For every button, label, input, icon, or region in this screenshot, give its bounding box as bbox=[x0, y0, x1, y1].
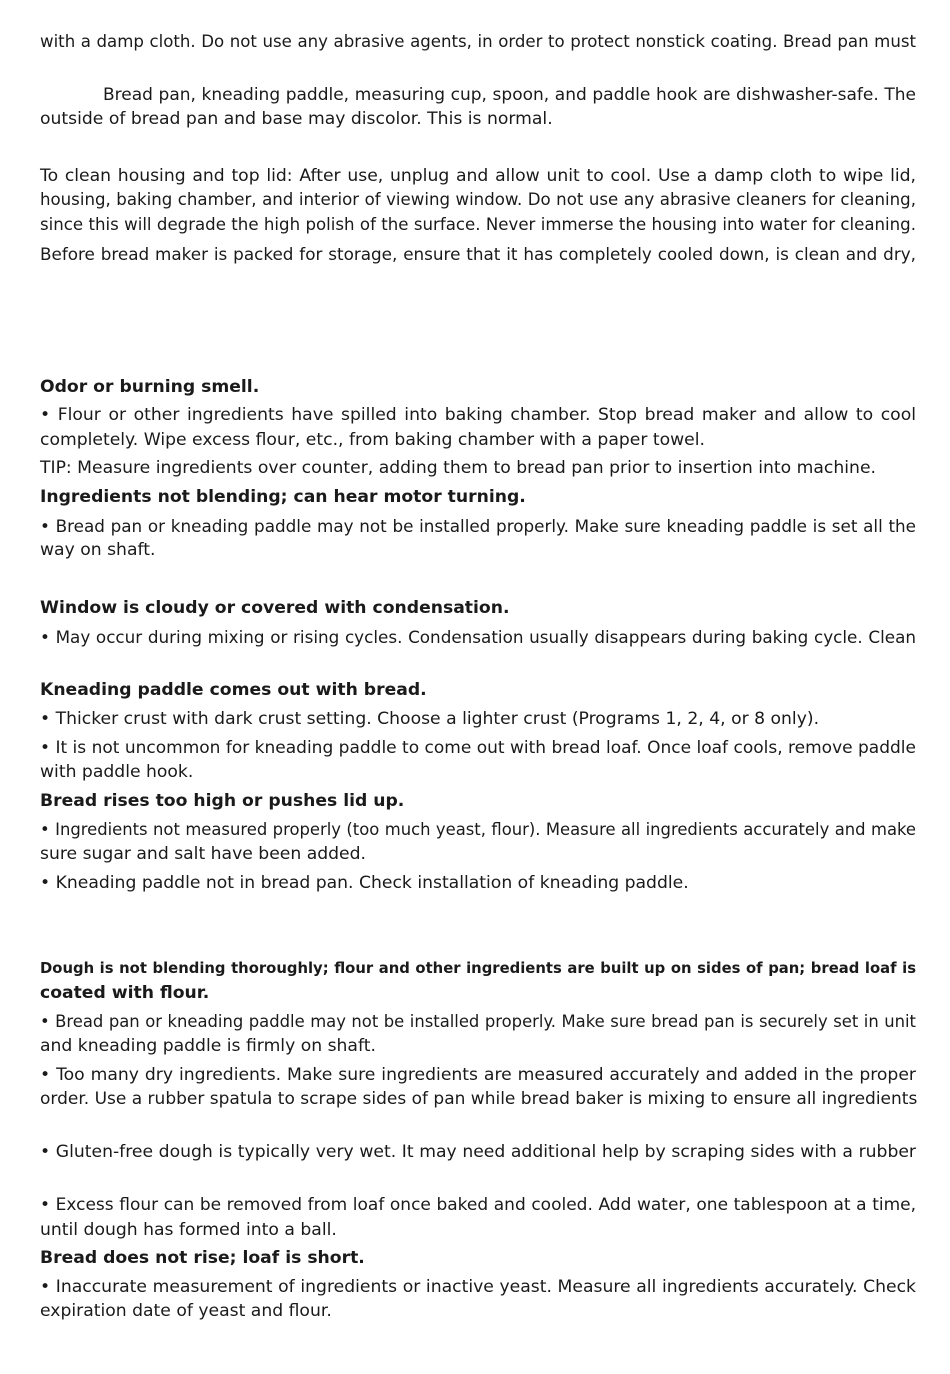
housing-cleaning-text-line: housing, baking chamber, and interior of viewing window. Do not use any abrasive cleaners for cleaning, bbox=[40, 190, 916, 209]
odor-heading: Odor or burning smell. bbox=[40, 377, 260, 397]
care-text-line: with a damp cloth. Do not use any abrasive agents, in order to protect nonstick coating. Bread pan must bbox=[40, 32, 916, 51]
dough-bullet-line: • Gluten-free dough is typically very wet. It may need additional help by scraping sides with a rubber bbox=[40, 1142, 916, 1162]
paddle-bullet-line: with paddle hook. bbox=[40, 762, 194, 782]
housing-cleaning-text-line: since this will degrade the high polish of the surface. Never immerse the housing into water for cleaning. bbox=[40, 215, 916, 234]
window-heading: Window is cloudy or covered with condensation. bbox=[40, 598, 510, 618]
short-loaf-bullet-line: expiration date of yeast and flour. bbox=[40, 1301, 332, 1321]
rise-bullet-line: • Kneading paddle not in bread pan. Check installation of kneading paddle. bbox=[40, 873, 689, 893]
odor-bullet-line: completely. Wipe excess flour, etc., from baking chamber with a paper towel. bbox=[40, 430, 705, 450]
rise-bullet-line: sure sugar and salt have been added. bbox=[40, 844, 367, 864]
motor-bullet-line: • Bread pan or kneading paddle may not be installed properly. Make sure kneading paddle is set all the bbox=[40, 516, 916, 536]
dishwasher-safe-text-line: outside of bread pan and base may discolor. This is normal. bbox=[40, 109, 553, 129]
rise-heading: Bread rises too high or pushes lid up. bbox=[40, 791, 405, 811]
dishwasher-safe-text-line: Bread pan, kneading paddle, measuring cup, spoon, and paddle hook are dishwasher-safe. The bbox=[103, 85, 916, 105]
dough-bullet-line: until dough has formed into a ball. bbox=[40, 1220, 337, 1240]
window-bullet-line: • May occur during mixing or rising cycles. Condensation usually disappears during baking cycle. Clean bbox=[40, 627, 916, 647]
odor-tip: TIP: Measure ingredients over counter, adding them to bread pan prior to insertion into machine. bbox=[40, 458, 876, 478]
short-loaf-heading: Bread does not rise; loaf is short. bbox=[40, 1248, 365, 1268]
rise-bullet-line: • Ingredients not measured properly (too much yeast, flour). Measure all ingredients accurately and make bbox=[40, 820, 916, 839]
dough-bullet-line: • Bread pan or kneading paddle may not be installed properly. Make sure bread pan is securely set in unit bbox=[40, 1012, 916, 1031]
motor-heading: Ingredients not blending; can hear motor turning. bbox=[40, 487, 526, 507]
odor-bullet-line: • Flour or other ingredients have spilled into baking chamber. Stop bread maker and allow to cool bbox=[40, 405, 916, 425]
paddle-bullet-line: • Thicker crust with dark crust setting. Choose a lighter crust (Programs 1, 2, 4, or 8 only). bbox=[40, 709, 820, 729]
dough-heading-line: Dough is not blending thoroughly; flour and other ingredients are built up on sides of pan; bread loaf is bbox=[40, 960, 916, 977]
dough-bullet-line: and kneading paddle is firmly on shaft. bbox=[40, 1036, 376, 1056]
dough-heading-line: coated with flour. bbox=[40, 983, 210, 1003]
dough-bullet-line: order. Use a rubber spatula to scrape sides of pan while bread baker is mixing to ensure all ingredients bbox=[40, 1089, 918, 1109]
motor-bullet-line: way on shaft. bbox=[40, 540, 156, 560]
storage-text-line: Before bread maker is packed for storage, ensure that it has completely cooled down, is clean and dry, bbox=[40, 244, 916, 264]
housing-cleaning-text-line: To clean housing and top lid: After use, unplug and allow unit to cool. Use a damp cloth to wipe lid, bbox=[40, 166, 916, 186]
dough-bullet-line: • Too many dry ingredients. Make sure ingredients are measured accurately and added in the proper bbox=[40, 1065, 916, 1085]
paddle-heading: Kneading paddle comes out with bread. bbox=[40, 680, 427, 700]
dough-bullet-line: • Excess flour can be removed from loaf once baked and cooled. Add water, one tablespoon at a time, bbox=[40, 1195, 916, 1215]
paddle-bullet-line: • It is not uncommon for kneading paddle to come out with bread loaf. Once loaf cools, remove paddle bbox=[40, 738, 916, 758]
short-loaf-bullet-line: • Inaccurate measurement of ingredients or inactive yeast. Measure all ingredients accurately. Check bbox=[40, 1277, 916, 1297]
